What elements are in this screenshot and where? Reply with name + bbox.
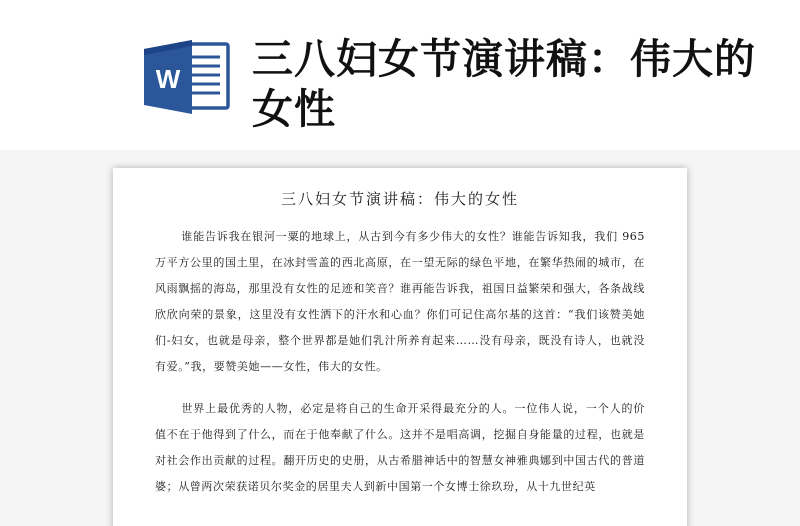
document-paragraph: 谁能告诉我在银河一粟的地球上，从古到今有多少伟大的女性？谁能告诉知我，我们 965 万平方公里的国土里，在冰封雪盖的西北高原，在一望无际的绿色平地，在繁华热闹的城市，在风雨飘摇的海岛，那里没有女性的足迹和笑音？谁再能告诉我，祖国日益繁荣和强大，各条战线欣欣向荣的景象，这里没有女性洒下的汗水和心血？你们可记住高尔基的这首：“我们该赞美她们-妇女，也就是母亲，整个世界都是她们乳汁所养育起来……没有母亲，既没有诗人，也就没有爱。”我，要赞美她——女性，伟大的女性。 [155,230,645,373]
page-title: 三八妇女节演讲稿：伟大的女性 [252,35,756,133]
word-logo-letter: W [155,64,181,94]
word-document-icon [142,37,232,117]
document-paragraph: 世界上最优秀的人物，必定是将自己的生命开采得最充分的人。一位伟人说，一个人的价值不在于他得到了什么，而在于他奉献了什么。这并不是唱高调，挖掘自身能量的过程，也就是对社会作出贡献的过程。翻开历史的史册，从古希腊神话中的智慧女神雅典娜到中国古代的普道婆；从曾两次荣获诺贝尔奖金的居里夫人到新中国第一个女博士徐玖玢，从十九世纪英 [155,402,645,493]
document-page [113,168,687,526]
document-title: 三八妇女节演讲稿：伟大的女性 [280,190,519,208]
